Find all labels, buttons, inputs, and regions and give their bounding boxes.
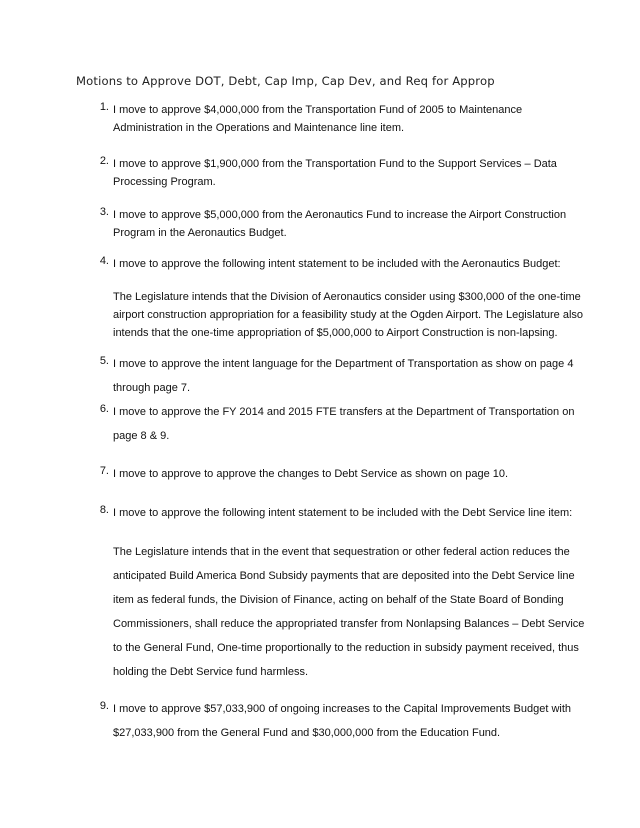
item-line: I move to approve the FY 2014 and 2015 FTE transfers at the Department of Transportation on [113,406,575,418]
intent-statement-aeronautics [113,288,583,342]
item-number: 1. [99,101,109,113]
item-number: 9. [99,700,109,712]
item-line: I move to approve the following intent statement to be included with the Debt Service line item: [113,507,573,519]
intent-line: item as federal funds, the Division of Finance, acting on behalf of the State Board of Bonding [113,594,564,606]
intent-line: airport construction appropriation for a feasibility study at the Ogden Airport. The Legislature also [113,309,584,321]
item-line: page 8 & 9. [113,430,170,442]
item-line: I move to approve $57,033,900 of ongoing increases to the Capital Improvements Budget with [113,703,572,715]
item-number: 4. [99,255,109,267]
intent-line: The Legislature intends that in the event that sequestration or other federal action reduces the [113,546,570,558]
intent-line: holding the Debt Service fund harmless. [113,666,309,678]
intent-line: The Legislature intends that the Division of Aeronautics consider using $300,000 of the one-time [113,291,581,303]
item-line: $27,033,900 from the General Fund and $30,000,000 from the Education Fund. [113,727,501,739]
item-line: Processing Program. [113,176,216,188]
item-number: 3. [99,206,109,218]
item-number: 6. [99,403,109,415]
intent-line: intends that the one-time appropriation of $5,000,000 to Airport Construction is non-lapsing. [113,327,558,339]
item-number: 7. [99,465,109,477]
item-line: I move to approve $5,000,000 from the Aeronautics Fund to increase the Airport Construction [113,209,567,221]
item-line: I move to approve $4,000,000 from the Transportation Fund of 2005 to Maintenance [113,104,523,116]
item-line: I move to approve the following intent statement to be included with the Aeronautics Budget: [113,258,561,270]
item-line: Program in the Aeronautics Budget. [113,227,287,239]
intent-line: to the General Fund, One-time proportionally to the reduction in subsidy payment received, thus [113,642,579,654]
item-number: 8. [99,504,109,516]
item-line: through page 7. [113,382,191,394]
item-line: Administration in the Operations and Maintenance line item. [113,122,405,134]
item-number: 5. [99,355,109,367]
item-line: I move to approve the intent language for the Department of Transportation as show on page 4 [113,358,574,370]
item-number: 2. [99,155,109,167]
intent-statement-debt-service [113,543,583,687]
document-title: Motions to Approve DOT, Debt, Cap Imp, Cap Dev, and Req for Approp [76,74,495,88]
item-line: I move to approve to approve the changes to Debt Service as shown on page 10. [113,468,509,480]
intent-line: Commissioners, shall reduce the appropriated transfer from Nonlapsing Balances – Debt Service [113,618,585,630]
intent-line: anticipated Build America Bond Subsidy payments that are deposited into the Debt Service line [113,570,575,582]
item-line: I move to approve $1,900,000 from the Transportation Fund to the Support Services – Data [113,158,557,170]
